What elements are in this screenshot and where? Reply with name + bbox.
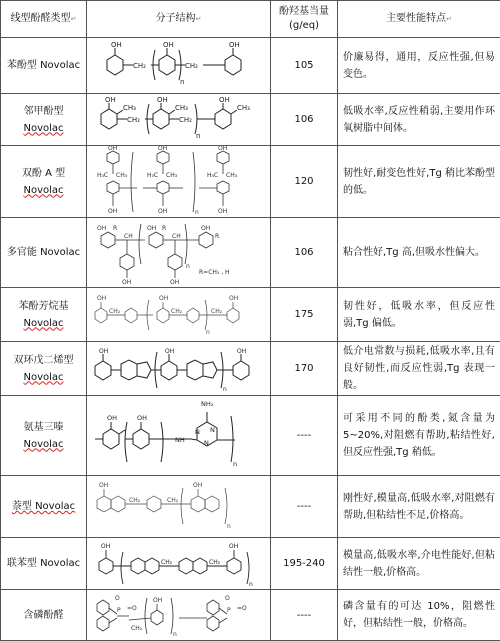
- svg-text:OH: OH: [147, 225, 157, 232]
- svg-text:OH: OH: [107, 414, 118, 422]
- svg-text:CH₃: CH₃: [237, 104, 250, 112]
- svg-text:CH₃: CH₃: [226, 172, 238, 179]
- header-type: 线型酚醛类型↵: [1, 1, 87, 38]
- svg-text:n: n: [249, 581, 253, 588]
- properties-text: 粘合性好,Tg 高,但吸水性偏大。: [338, 218, 500, 288]
- table-row: [1, 476, 500, 538]
- svg-text:R: R: [162, 225, 167, 232]
- svg-text:OH: OH: [193, 482, 203, 489]
- properties-text: 磷含量有的可达 10%，阻燃性好，但粘结性一般，价格高。: [338, 590, 500, 641]
- svg-text:n: n: [233, 460, 238, 468]
- aminotriazine-novolac-structure: [87, 396, 271, 475]
- hydroxyl-equivalent: 170: [271, 342, 338, 396]
- phenol-aralkyl-novolac-structure: [87, 288, 271, 341]
- svg-text:OH: OH: [157, 96, 168, 104]
- svg-text:OH: OH: [97, 225, 107, 232]
- biphenyl-novolac-structure: [87, 538, 271, 589]
- svg-text:CH₂: CH₂: [179, 116, 192, 124]
- svg-text:O: O: [115, 595, 120, 602]
- svg-text:N: N: [195, 428, 200, 436]
- molecular-structure: [87, 218, 271, 288]
- multifunctional-novolac-structure: [87, 218, 271, 287]
- svg-text:OH: OH: [105, 96, 116, 104]
- hydroxyl-equivalent: 106: [271, 218, 338, 288]
- svg-text:CH₂: CH₂: [129, 497, 141, 504]
- svg-text:R: R: [113, 225, 118, 232]
- svg-text:CH₂: CH₂: [211, 308, 223, 315]
- molecular-structure: [87, 538, 271, 590]
- svg-text:n: n: [186, 263, 190, 270]
- hydroxyl-equivalent: 106: [271, 94, 338, 146]
- svg-text:OH: OH: [108, 208, 118, 215]
- svg-text:CH₂: CH₂: [109, 308, 121, 315]
- svg-text:R=CH₃ , H: R=CH₃ , H: [199, 269, 230, 276]
- svg-text:OH: OH: [163, 41, 174, 49]
- row-type-name: 含磷酚醛: [1, 590, 87, 641]
- hydroxyl-equivalent: ----: [271, 476, 338, 538]
- molecular-structure: [87, 396, 271, 476]
- header-properties: 主要性能特点↵: [338, 1, 500, 38]
- svg-text:OH: OH: [218, 208, 228, 215]
- table-row: [1, 218, 500, 288]
- header-row: [1, 1, 500, 38]
- naphthalene-novolac-structure: [87, 476, 271, 537]
- svg-text:OH: OH: [158, 146, 168, 152]
- table-row: [1, 288, 500, 342]
- svg-text:=O: =O: [237, 605, 247, 612]
- svg-text:OH: OH: [237, 348, 247, 355]
- properties-text: 价廉易得，通用，反应性强,但易变色。: [338, 38, 500, 94]
- row-type-name: 苯酚芳烷基 Novolac: [1, 288, 87, 342]
- svg-text:CH₃: CH₃: [175, 104, 188, 112]
- hydroxyl-equivalent: 175: [271, 288, 338, 342]
- molecular-structure: [87, 342, 271, 396]
- bisphenol-a-novolac-structure: [87, 146, 271, 217]
- hydroxyl-equivalent: 195-240: [271, 538, 338, 590]
- svg-text:CH: CH: [172, 233, 181, 240]
- svg-text:OH: OH: [229, 295, 239, 302]
- svg-text:R: R: [215, 233, 220, 240]
- svg-text:CH₃: CH₃: [166, 172, 178, 179]
- svg-text:NH₂: NH₂: [201, 400, 214, 408]
- svg-text:CH₂: CH₂: [185, 62, 198, 70]
- svg-text:H₃C: H₃C: [207, 172, 219, 179]
- svg-text:N: N: [210, 426, 215, 434]
- row-type-name: 联苯型 Novolac: [1, 538, 87, 590]
- properties-text: 模量高,低吸水率,介电性能好,但粘结性一般,价格高。: [338, 538, 500, 590]
- svg-text:OH: OH: [111, 41, 122, 49]
- row-type-name: 双酚 A 型 Novolac: [1, 146, 87, 218]
- svg-text:CH₃: CH₃: [123, 104, 136, 112]
- svg-text:OH: OH: [153, 597, 163, 604]
- phosphorus-phenolic-structure: [87, 590, 271, 640]
- svg-text:=O: =O: [127, 605, 137, 612]
- properties-text: 低介电常数与损耗,低吸水率,且有良好韧性,而反应性弱,Tg 表现一般。: [338, 342, 500, 396]
- svg-text:OH: OH: [165, 348, 175, 355]
- svg-text:OH: OH: [201, 225, 211, 232]
- svg-text:H₃C: H₃C: [147, 172, 159, 179]
- svg-text:CH₂: CH₂: [131, 625, 143, 632]
- hydroxyl-equivalent: ----: [271, 590, 338, 641]
- svg-text:n: n: [227, 523, 231, 530]
- molecular-structure: [87, 38, 271, 94]
- svg-text:CH₂: CH₂: [127, 116, 140, 124]
- molecular-structure: [87, 590, 271, 641]
- phenol-novolac-structure: [87, 38, 271, 93]
- svg-text:n: n: [173, 631, 177, 638]
- svg-text:N: N: [204, 439, 209, 447]
- svg-text:n: n: [223, 386, 227, 393]
- row-type-name: 氨基三嗪 Novolac: [1, 396, 87, 476]
- svg-text:OH: OH: [137, 414, 148, 422]
- hydroxyl-equivalent: 105: [271, 38, 338, 94]
- svg-text:OH: OH: [159, 295, 169, 302]
- svg-text:OH: OH: [101, 543, 111, 550]
- svg-text:CH₂: CH₂: [167, 497, 179, 504]
- svg-text:OH: OH: [108, 146, 118, 152]
- properties-text: 可采用不同的酚类,氮含量为5~20%,对阻燃有帮助,粘结性好,但反应性强,Tg 稍低。: [338, 396, 500, 476]
- svg-text:CH₂: CH₂: [161, 559, 173, 566]
- properties-text: 韧性好,耐变色性好,Tg 稍比苯酚型的低。: [338, 146, 500, 218]
- hydroxyl-equivalent: 120: [271, 146, 338, 218]
- molecular-structure: [87, 94, 271, 146]
- svg-text:n: n: [180, 78, 185, 86]
- svg-text:CH: CH: [124, 233, 133, 240]
- svg-text:NH: NH: [175, 436, 185, 444]
- svg-text:n: n: [196, 132, 201, 140]
- svg-text:OH: OH: [99, 482, 109, 489]
- svg-text:OH: OH: [122, 279, 132, 286]
- o-cresol-novolac-structure: [87, 94, 271, 145]
- row-type-name: 萘型 Novolac: [1, 476, 87, 538]
- row-type-name: 双环戊二烯型 Novolac: [1, 342, 87, 396]
- molecular-structure: [87, 288, 271, 342]
- table-row: [1, 146, 500, 218]
- svg-text:O: O: [225, 595, 230, 602]
- properties-text: 韧性好，低吸水率，但反应性弱,Tg 偏低。: [338, 288, 500, 342]
- svg-text:CH₂: CH₂: [133, 62, 146, 70]
- svg-text:OH: OH: [158, 208, 168, 215]
- svg-text:CH₂: CH₂: [171, 308, 183, 315]
- svg-text:OH: OH: [229, 543, 239, 550]
- svg-text:n: n: [195, 209, 199, 216]
- header-equivalent: 酚羟基当量 (g/eq): [271, 1, 338, 38]
- molecular-structure: [87, 476, 271, 538]
- table-row: [1, 590, 500, 641]
- row-type-name: 多官能 Novolac: [1, 218, 87, 288]
- table-row: [1, 38, 500, 94]
- svg-text:CH₂: CH₂: [209, 559, 221, 566]
- row-type-name: 苯酚型 Novolac: [1, 38, 87, 94]
- table-row: [1, 342, 500, 396]
- svg-text:OH: OH: [229, 41, 240, 49]
- dicyclopentadiene-novolac-structure: [87, 342, 271, 395]
- svg-text:CH₃: CH₃: [116, 172, 128, 179]
- svg-text:OH: OH: [219, 96, 230, 104]
- properties-text: 刚性好,模量高,低吸水率,对阻燃有帮助,但粘结性不足,价格高。: [338, 476, 500, 538]
- svg-text:OH: OH: [218, 146, 228, 152]
- table-row: [1, 94, 500, 146]
- svg-text:P: P: [117, 607, 121, 614]
- table-row: [1, 396, 500, 476]
- svg-text:H₃C: H₃C: [97, 172, 109, 179]
- molecular-structure: [87, 146, 271, 218]
- table-row: [1, 538, 500, 590]
- svg-text:OH: OH: [170, 279, 180, 286]
- hydroxyl-equivalent: ----: [271, 396, 338, 476]
- svg-text:n: n: [206, 329, 210, 336]
- row-type-name: 邻甲酚型 Novolac: [1, 94, 87, 146]
- svg-text:P: P: [227, 607, 231, 614]
- properties-text: 低吸水率,反应性稍弱,主要用作环氧树脂中间体。: [338, 94, 500, 146]
- svg-text:OH: OH: [99, 348, 109, 355]
- header-structure: 分子结构↵: [87, 1, 271, 38]
- svg-text:OH: OH: [97, 295, 107, 302]
